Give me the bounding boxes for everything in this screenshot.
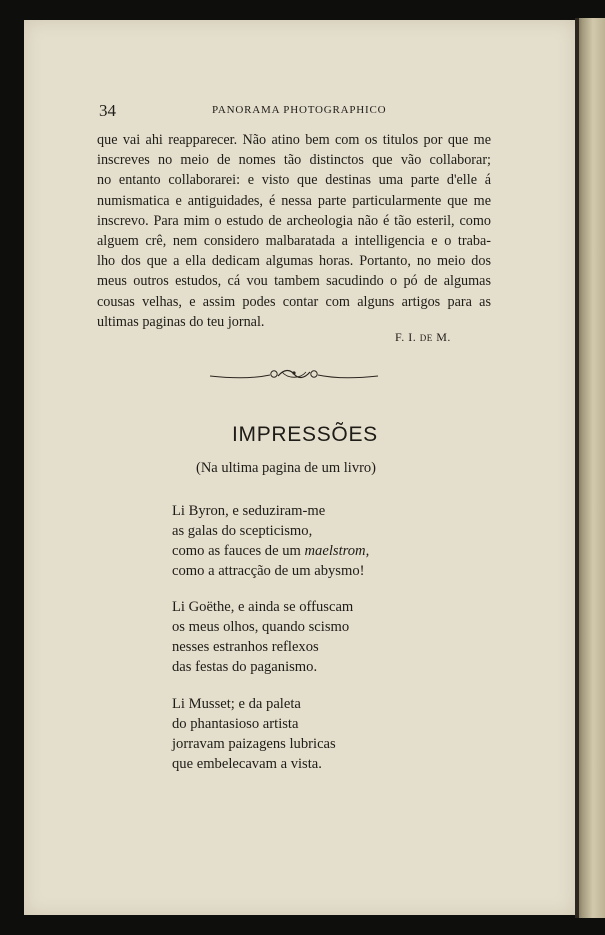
verse-line: Li Byron, e seduziram-me [172,503,326,519]
letter-paragraph [97,130,491,332]
page-gutter-shadow [575,18,579,918]
verse-line: como a attracção de um abysmo! [172,563,365,579]
prose-line: inscreves no meio de nomes tão distinctos que vão collaborar; [97,152,491,169]
verse-line [172,541,369,561]
stanza-1 [172,501,369,581]
signature-particle: DE [419,333,433,343]
verse-line: que embelecavam a vista. [172,756,322,772]
running-head: PANORAMA PHOTOGRAPHICO [212,104,387,116]
poem-subtitle: (Na ultima pagina de um livro) [196,460,376,476]
ornament-divider [208,366,380,386]
signature [395,330,451,345]
prose-line: alguem crê, nem considero malbaratada a intelligencia e o traba- [97,233,491,250]
prose-line: lho dos que a ella dedicam algumas horas. Portanto, no meio dos [97,253,491,270]
page-number: 34 [99,101,116,120]
prose-line: que vai ahi reapparecer. Não atino bem com os titulos por que me [97,132,491,148]
signature-surname: M. [432,330,451,344]
verse-line: do phantasioso artista [172,716,299,732]
prose-line: meus outros estudos, cá vou tambem sacudindo o pó de algumas [97,273,491,290]
prose-line: cousas velhas, e assim podes contar com alguns artigos para as [97,293,491,310]
verse-line: nesses estranhos reflexos [172,639,319,655]
prose-line: no entanto collaborarei: e visto que destinas uma parte d'elle á [97,172,491,189]
poem-title: IMPRESSÕES [232,423,378,446]
stanza-2 [172,597,353,677]
signature-initials: F. I. [395,330,420,344]
verse-line: os meus olhos, quando scismo [172,619,350,635]
verse-italic-word: maelstrom, [304,543,370,559]
verse-line: Li Goëthe, e ainda se offuscam [172,599,354,615]
adjacent-page-edge [575,18,605,918]
verse-line: das festas do paganismo. [172,659,318,675]
prose-line: ultimas paginas do teu jornal. [97,313,265,330]
prose-line: inscrevo. Para mim o estudo de archeologia não é tão esteril, como [97,212,491,229]
stanza-3 [172,694,336,774]
prose-line: numismatica e antiguidades, é nessa parte particularmente que me [97,192,491,209]
verse-line: as galas do scepticismo, [172,523,313,539]
verse-line: Li Musset; e da paleta [172,696,301,712]
verse-line: jorravam paizagens lubricas [172,736,336,752]
verse-text: como as fauces de um [172,543,305,559]
